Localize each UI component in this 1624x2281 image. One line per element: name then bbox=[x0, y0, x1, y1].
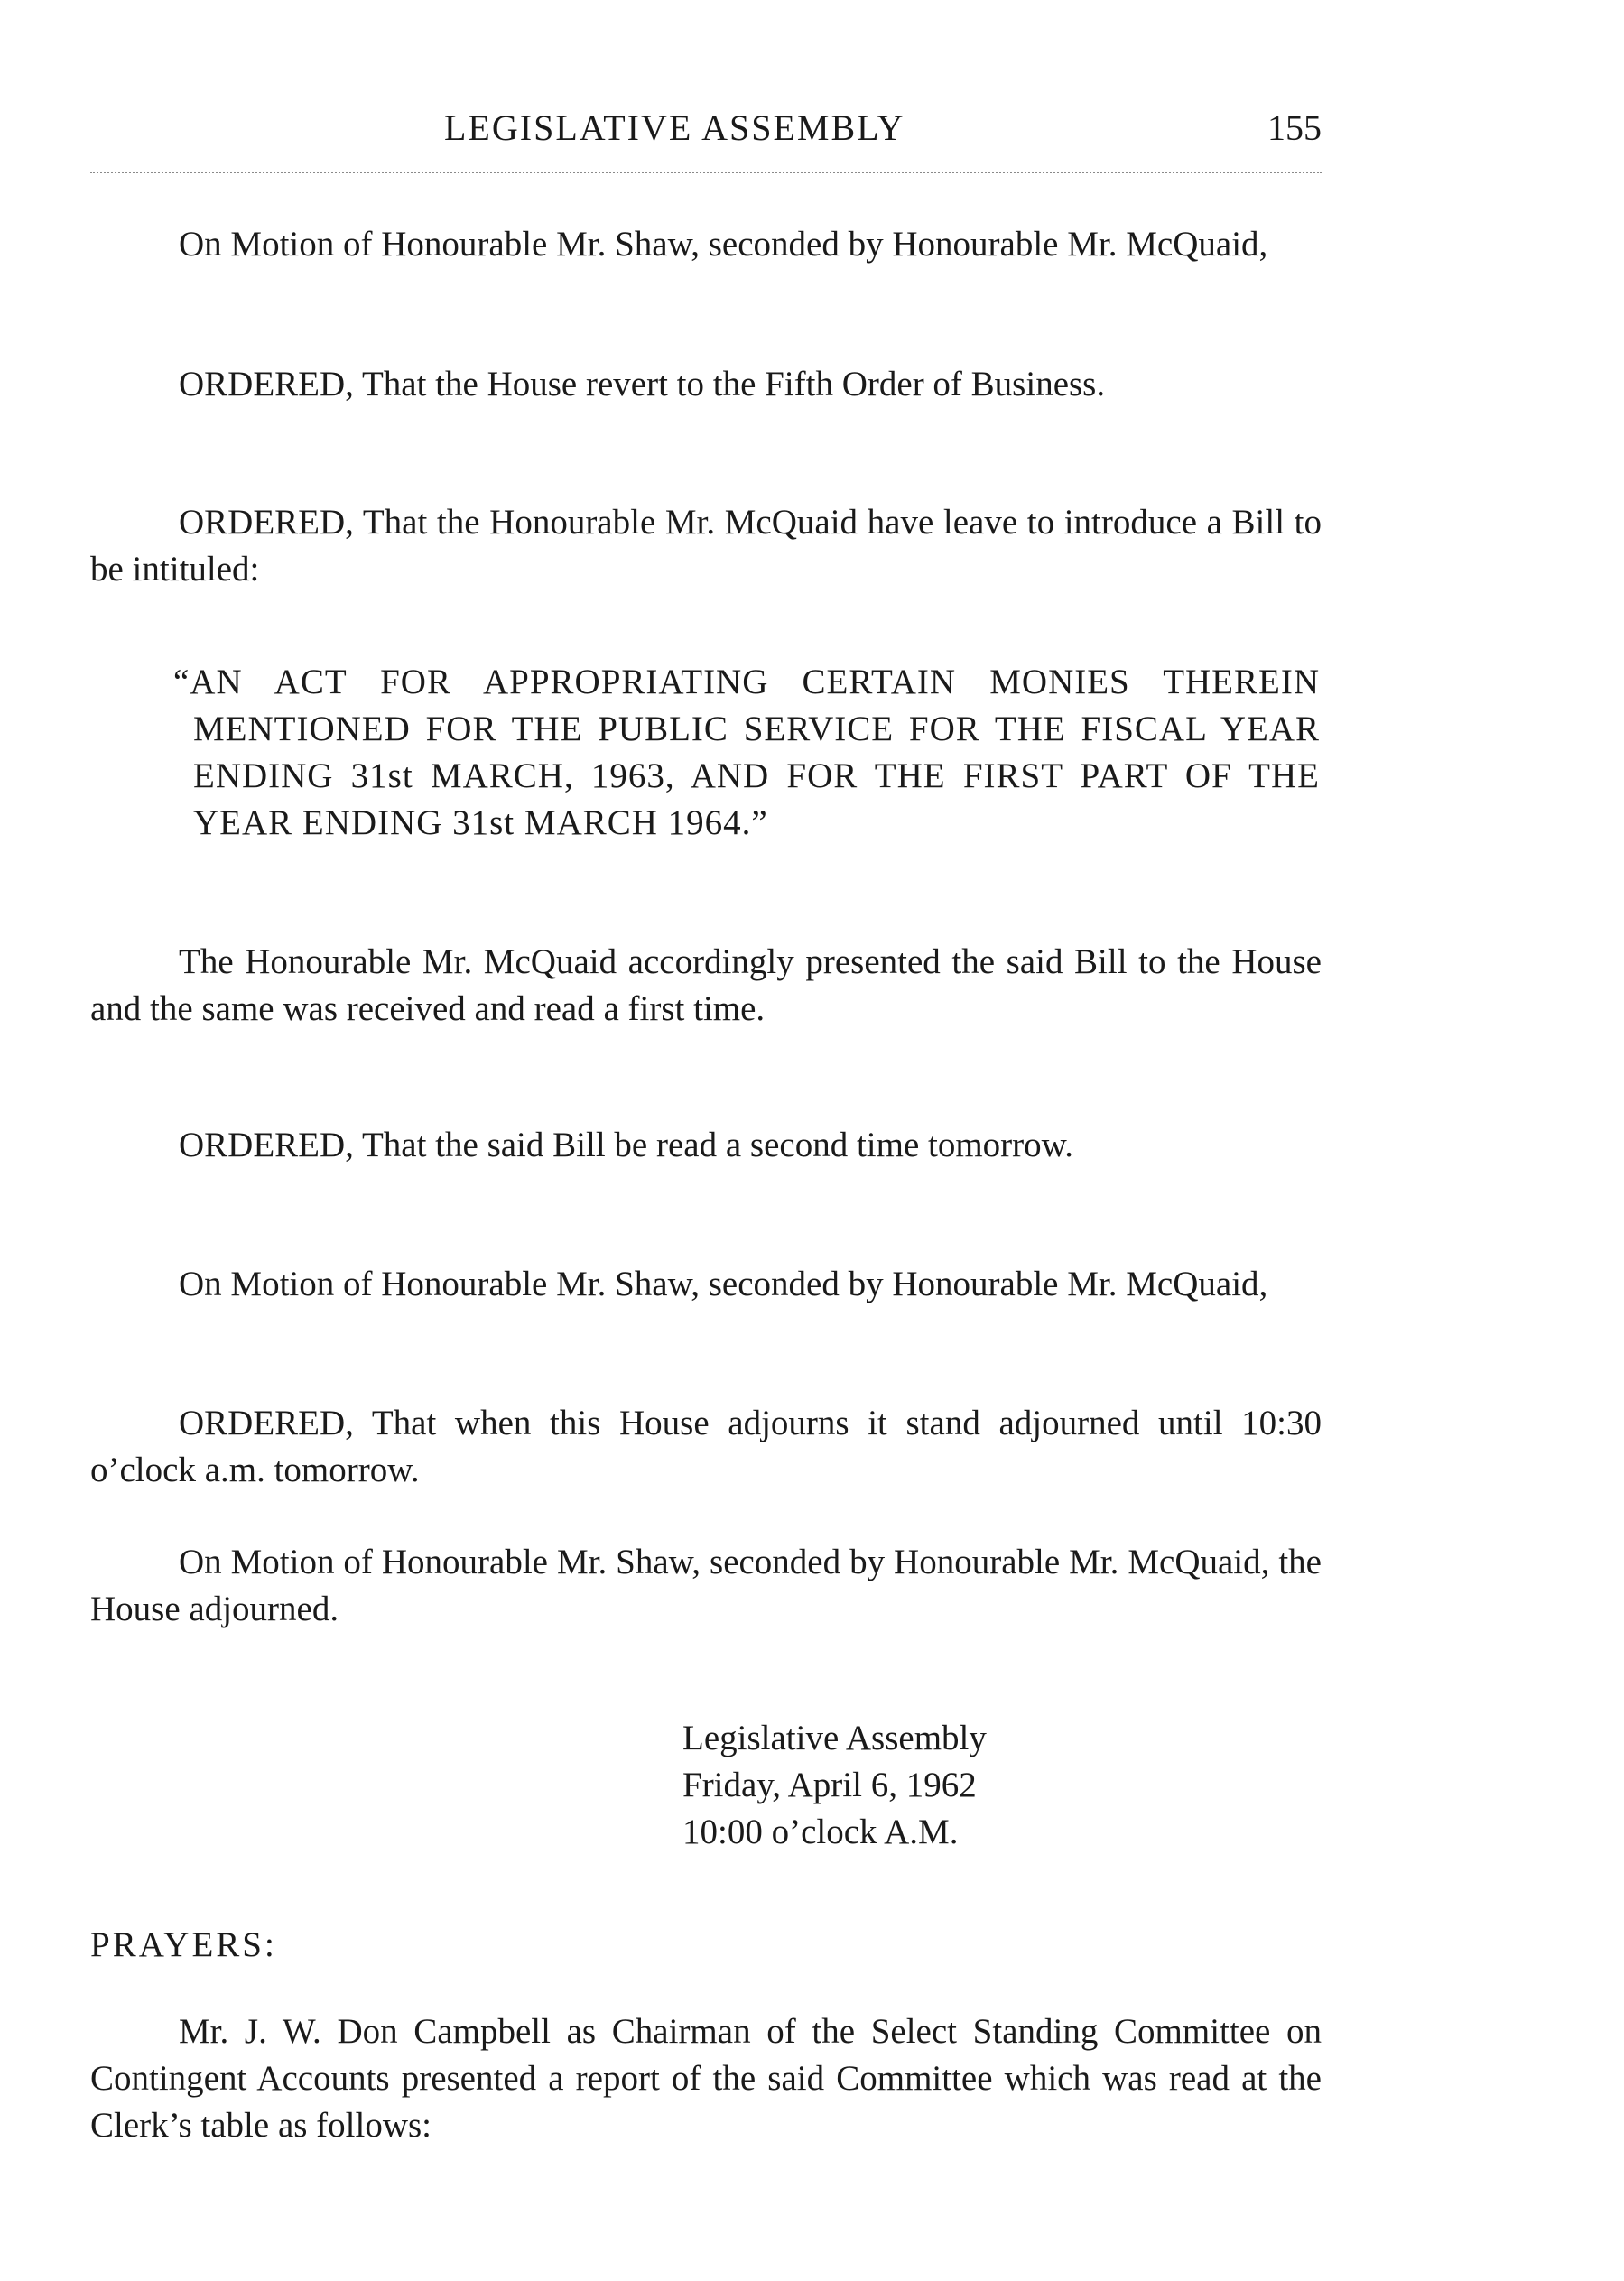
sitting-date: Friday, April 6, 1962 bbox=[682, 1766, 977, 1804]
paragraph-motion-2: On Motion of Honourable Mr. Shaw, seconded by Honourable Mr. McQuaid, bbox=[179, 1265, 1268, 1303]
running-title: LEGISLATIVE ASSEMBLY bbox=[444, 107, 905, 148]
bill-title: “AN ACT FOR APPROPRIATING CERTAIN MONIES THEREIN MENTIONED FOR THE PUBLIC SERVICE FOR THE FISCAL YEAR ENDING 31st MARCH, 1963, AND FOR THE FIRST PART OF THE YEAR ENDING 31st MARCH 1964.” bbox=[173, 663, 1320, 842]
prayers-heading: PRAYERS: bbox=[90, 1925, 277, 1964]
sitting-block bbox=[682, 1715, 987, 1856]
paragraph-motion-adjourned: On Motion of Honourable Mr. Shaw, seconded by Honourable Mr. McQuaid, the House adjourned. bbox=[90, 1543, 1322, 1628]
sitting-place: Legislative Assembly bbox=[682, 1719, 987, 1757]
paragraph-order-revert: ORDERED, That the House revert to the Fifth Order of Business. bbox=[179, 365, 1106, 403]
page-header bbox=[90, 107, 1322, 161]
header-rule bbox=[90, 172, 1322, 173]
sitting-time: 10:00 o’clock A.M. bbox=[682, 1813, 959, 1851]
paragraph-order-adjourn: ORDERED, That when this House adjourns it stand adjourned until 10:30 o’clock a.m. tomorrow. bbox=[90, 1404, 1322, 1489]
paragraph-bill-presented: The Honourable Mr. McQuaid accordingly presented the said Bill to the House and the same was received and read a first time. bbox=[90, 942, 1322, 1028]
page-number: 155 bbox=[1267, 107, 1322, 148]
paragraph-committee-report: Mr. J. W. Don Campbell as Chairman of the Select Standing Committee on Contingent Accounts presented a report of the said Committee which was read at the Clerk’s table as follows: bbox=[90, 2012, 1322, 2145]
paragraph-second-reading: ORDERED, That the said Bill be read a second time tomorrow. bbox=[179, 1126, 1074, 1164]
paragraph-order-leave: ORDERED, That the Honourable Mr. McQuaid have leave to introduce a Bill to be intituled: bbox=[90, 503, 1322, 589]
paragraph-motion-1: On Motion of Honourable Mr. Shaw, seconded by Honourable Mr. McQuaid, bbox=[179, 225, 1268, 264]
